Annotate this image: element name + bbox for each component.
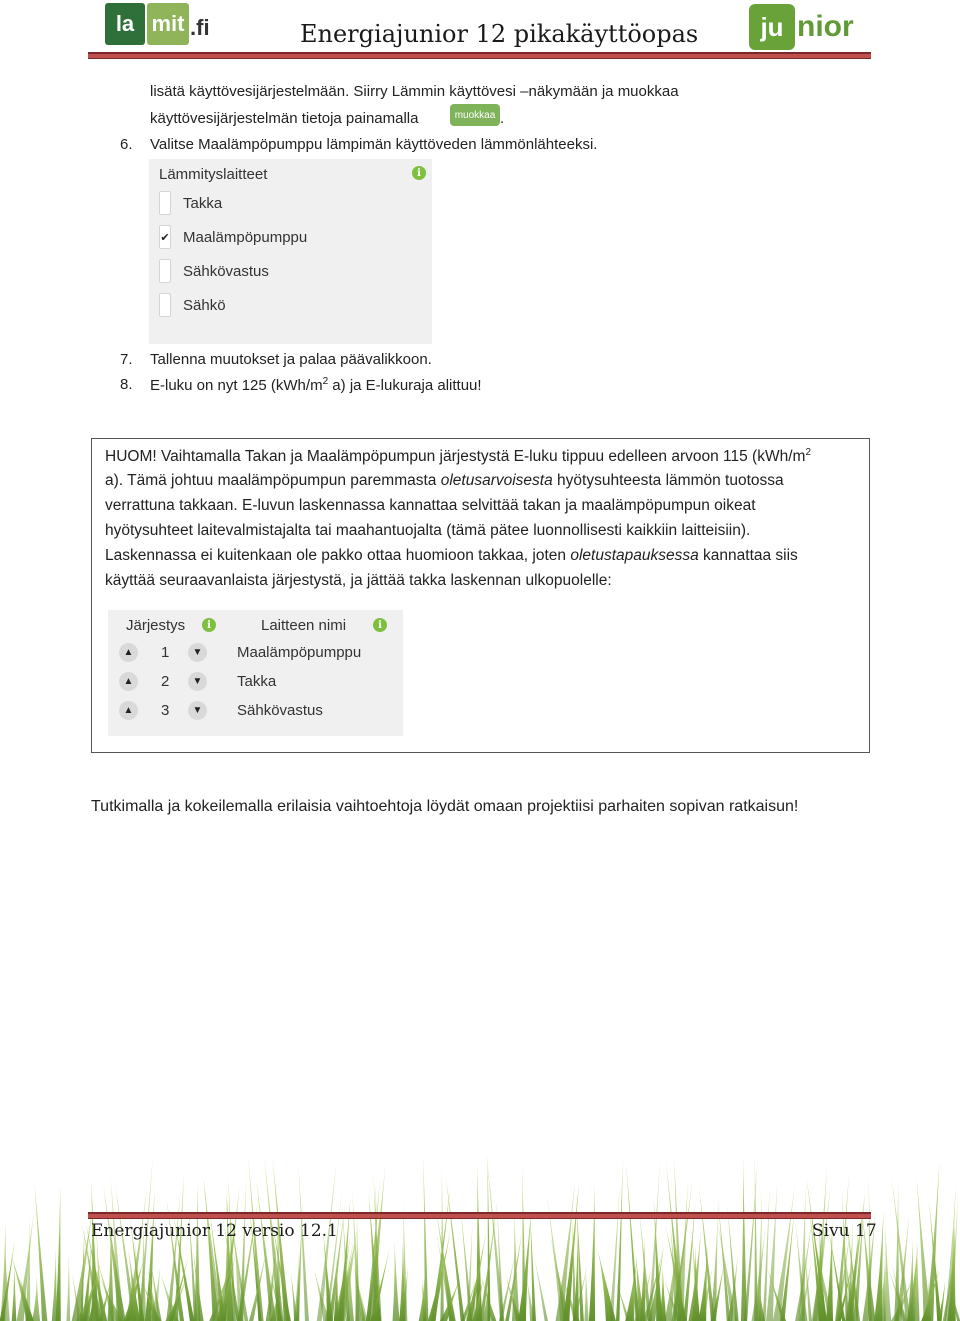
note-line-2-a: a). Tämä johtuu maalämpöpumpun paremmasta <box>105 472 441 489</box>
header-divider <box>88 52 871 59</box>
note-line-1 <box>105 447 811 466</box>
step-8-sup: 2 <box>322 376 329 387</box>
intro-line-2-end: . <box>500 110 505 127</box>
device-row-maalampopumppu[interactable] <box>159 225 307 249</box>
note-line-5 <box>105 547 798 565</box>
muokkaa-button[interactable]: muokkaa <box>450 104 500 126</box>
grass-blade <box>512 1210 519 1321</box>
order-number: 1 <box>161 644 170 661</box>
footer-divider <box>88 1212 871 1219</box>
grass-blade <box>584 1266 588 1321</box>
device-row-takka[interactable] <box>159 191 222 215</box>
grass-blade <box>780 1208 795 1321</box>
device-label: Takka <box>183 194 223 212</box>
note-line-2 <box>105 472 784 490</box>
footer-version: Energiajunior 12 versio 12.1 <box>91 1221 338 1241</box>
checkbox-maalampopumppu[interactable] <box>159 225 171 249</box>
note-line-2-italic: oletusarvoisesta <box>440 472 553 489</box>
intro-line-1: lisätä käyttövesijärjestelmään. Siirry Lämmin käyttövesi –näkymään ja muokkaa <box>150 83 679 100</box>
note-line-5-a: Laskennassa ei kuitenkaan ole pakko ottaa huomioon takkaa, joten <box>105 547 571 564</box>
device-row-sahkovastus[interactable] <box>159 259 269 283</box>
checkbox-sahkovastus[interactable] <box>159 259 171 283</box>
grass-blade <box>393 1240 400 1321</box>
step-8-text <box>150 376 482 394</box>
step-8-pre: E-luku on nyt 125 (kWh/m <box>150 377 323 394</box>
order-device-name: Sähkövastus <box>237 702 323 719</box>
move-down-icon[interactable]: ▼ <box>188 643 207 662</box>
logo-nior-text: nior <box>797 10 854 43</box>
grass-blade <box>589 1184 595 1321</box>
info-icon[interactable]: i <box>412 166 426 180</box>
lamit-logo <box>105 3 210 45</box>
order-number: 2 <box>161 673 170 690</box>
move-up-icon[interactable]: ▲ <box>119 701 138 720</box>
step-8-number: 8. <box>120 376 133 393</box>
grass-blade <box>103 1186 125 1321</box>
order-device-name: Takka <box>237 673 277 690</box>
heating-devices-title: Lämmityslaitteet <box>159 166 268 183</box>
note-line-5-italic: oletustapauksessa <box>570 547 699 564</box>
step-8-post: a) ja E-lukuraja alittuu! <box>328 377 482 394</box>
move-up-icon[interactable]: ▲ <box>119 672 138 691</box>
logo-fi-text: .fi <box>190 15 210 40</box>
step-7-number: 7. <box>120 351 133 368</box>
info-icon[interactable]: i <box>373 618 387 632</box>
grass-blade <box>32 1276 40 1321</box>
move-down-icon[interactable]: ▼ <box>188 701 207 720</box>
device-label: Sähkövastus <box>183 262 269 280</box>
logo-la-block: la <box>105 3 145 45</box>
device-label: Maalämpöpumppu <box>183 228 308 246</box>
column-header-order: Järjestys <box>126 617 186 634</box>
step-7-text: Tallenna muutokset ja palaa päävalikkoon. <box>150 351 432 368</box>
grass-blade <box>741 1155 747 1321</box>
device-row-sahko[interactable] <box>159 293 226 317</box>
logo-ju-block: ju <box>749 4 795 50</box>
intro-line-2 <box>150 110 418 127</box>
move-up-icon[interactable]: ▲ <box>119 643 138 662</box>
closing-sentence: Tutkimalla ja kokeilemalla erilaisia vaihtoehtoja löydät omaan projektiisi parhaiten sopivan ratkaisun! <box>91 798 799 815</box>
grass-blade <box>52 1248 57 1321</box>
note-line-4: hyötysuhteet laitevalmistajalta tai maahantuojalta (tämä pätee luonnollisesti kaikkiin laitteisiin). <box>105 522 751 539</box>
grass-blade <box>436 1211 455 1321</box>
device-order-panel <box>108 610 403 736</box>
step-6-number: 6. <box>120 136 133 153</box>
column-header-device-name: Laitteen nimi <box>261 617 347 634</box>
grass-blade <box>751 1225 765 1321</box>
note-line-3: verrattuna takkaan. E-luvun laskennassa kannattaa selvittää takan ja maalämpöpumpun oikeat <box>105 497 756 514</box>
step-6-text: Valitse Maalämpöpumppu lämpimän käyttöveden lämmönlähteeksi. <box>150 136 598 153</box>
document-title: Energiajunior 12 pikakäyttöopas <box>300 20 699 48</box>
logo-mit-block: mit <box>147 3 189 45</box>
note-line-5-b: kannattaa siis <box>698 547 798 564</box>
footer-page-number: Sivu 17 <box>812 1221 877 1241</box>
note-line-1-text: HUOM! Vaihtamalla Takan ja Maalämpöpumpun järjestystä E-luku tippuu edelleen arvoon 115 (kWh/m <box>105 448 806 466</box>
note-line-2-b: hyötysuhteesta lämmön tuotossa <box>552 472 784 489</box>
grass-blade <box>868 1177 871 1321</box>
device-label: Sähkö <box>183 296 226 314</box>
note-line-1-sup: 2 <box>805 447 811 458</box>
order-device-name: Maalämpöpumppu <box>237 644 362 661</box>
checkbox-sahko[interactable] <box>159 293 171 317</box>
grass-blade <box>66 1252 70 1321</box>
checkbox-takka[interactable] <box>159 191 171 215</box>
heating-devices-panel <box>149 159 432 344</box>
info-icon[interactable]: i <box>202 618 216 632</box>
grass-blade <box>0 1219 5 1321</box>
grass-blade <box>534 1257 548 1321</box>
note-line-6: käyttää seuraavanlaista järjestystä, ja jättää takka laskennan ulkopuolelle: <box>105 572 612 589</box>
grass-blade <box>12 1264 17 1321</box>
intro-line-2-text: käyttövesijärjestelmän tietoja painamalla <box>150 110 419 127</box>
move-down-icon[interactable]: ▼ <box>188 672 207 691</box>
order-number: 3 <box>161 702 170 719</box>
grass-blade <box>754 1152 758 1321</box>
checkmark-icon: ✔ <box>160 231 170 244</box>
junior-logo <box>749 4 854 50</box>
